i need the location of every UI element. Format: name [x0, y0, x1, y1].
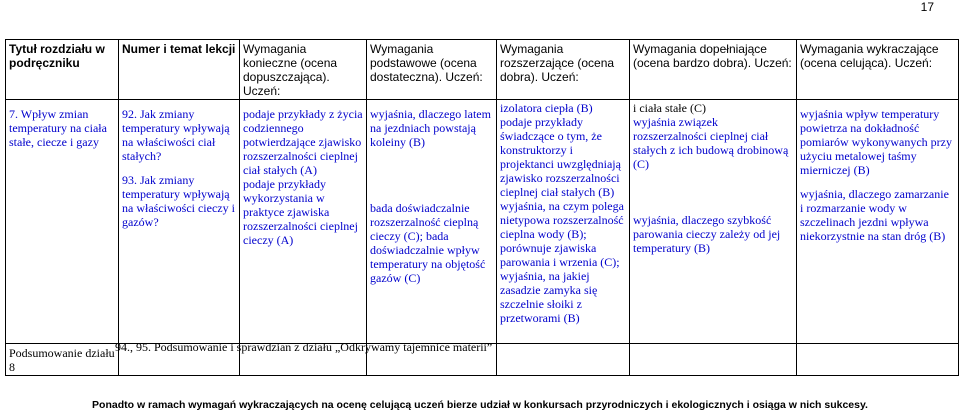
lesson-92: 92. Jak zmiany temperatury wpływają na właściwości ciał stałych?: [122, 107, 230, 163]
header-lesson: Numer i temat lekcji: [119, 40, 240, 100]
extended-item-2: wyjaśnia, na czym polega nietypowa rozszerzalność cieplna wody (B); porównuje zjawiska parowania i wrzenia (C); wyjaśnia, na jakiej zasadzie zamyka się szczelnie słoiki z przetworami (B): [500, 199, 624, 325]
cell-lessons: [119, 100, 240, 344]
header-extended: Wymagania rozszerzające (ocena dobra). Uczeń:: [497, 40, 630, 100]
beyond-item-2: wyjaśnia, dlaczego zamarzanie i rozmarzanie wody w szczelinach jezdni wpływa niekorzystnie na stan dróg (B): [800, 187, 949, 243]
extended-item-0: izolatora ciepła (B): [500, 101, 593, 115]
basic-item-1: wyjaśnia, dlaczego latem na jezdniach powstają koleiny (B): [370, 107, 491, 149]
header-chapter: Tytuł rozdziału w podręczniku: [6, 40, 119, 100]
basic-item-2: bada doświadczalnie rozszerzalność cieplną cieczy (C); bada doświadczalnie wpływ temperatury na objętość gazów (C): [370, 201, 486, 285]
table-header-row: [6, 40, 959, 100]
cell-summary-chapter: Podsumowanie działu 8: [6, 344, 119, 376]
complementary-item-2: wyjaśnia, dlaczego szybkość parowania cieczy zależy od jej temperatury (B): [633, 213, 781, 255]
cell-chapter: [6, 100, 119, 344]
necessary-item-1: podaje przykłady z życia codziennego potwierdzające zjawisko rozszerzalności cieplnej ciał stałych (A): [243, 107, 363, 177]
summary-lesson-title: 94., 95. Podsumowanie i sprawdzian z działu „Odkrywamy tajemnice materii”: [115, 340, 493, 354]
page-number: 17: [920, 0, 934, 14]
header-necessary: Wymagania konieczne (ocena dopuszczająca). Uczeń:: [240, 40, 367, 100]
necessary-item-2: podaje przykłady wykorzystania w praktyce zjawiska rozszerzalności cieplnej cieczy (A): [243, 177, 358, 247]
header-basic: Wymagania podstawowe (ocena dostateczna). Uczeń:: [367, 40, 497, 100]
cell-beyond: [797, 100, 959, 344]
lesson-93: 93. Jak zmiany temperatury wpływają na właściwości cieczy i gazów?: [122, 173, 235, 229]
footer-note: Ponadto w ramach wymagań wykraczających na ocenę celującą uczeń bierze udział w konkursach przyrodniczych i ekologicznych i osiąga w nich sukcesy.: [92, 399, 868, 411]
complementary-item-1: wyjaśnia związek rozszerzalności cieplnej ciał stałych z ich budową drobinową (C): [633, 115, 789, 171]
extended-item-1: podaje przykłady świadczące o tym, że konstruktorzy i projektanci uwzględniają zjawisko rozszerzalności cieplnej ciał stałych (B): [500, 115, 621, 199]
cell-extended: [497, 100, 630, 344]
cell-complementary: [630, 100, 797, 344]
header-complementary: Wymagania dopełniające (ocena bardzo dobra). Uczeń:: [630, 40, 797, 100]
table-row: [6, 100, 959, 344]
beyond-item-1: wyjaśnia wpływ temperatury powietrza na dokładność pomiarów wykonywanych przy użyciu metalowej taśmy mierniczej (B): [800, 107, 952, 177]
complementary-item-0: i ciała stałe (C): [633, 101, 706, 115]
chapter-title: 7. Wpływ zmian temperatury na ciała stałe, ciecze i gazy: [9, 107, 107, 149]
cell-basic: [367, 100, 497, 344]
requirements-table: [5, 39, 959, 376]
header-beyond: Wymagania wykraczające (ocena celująca). Uczeń:: [797, 40, 959, 100]
cell-necessary: [240, 100, 367, 344]
